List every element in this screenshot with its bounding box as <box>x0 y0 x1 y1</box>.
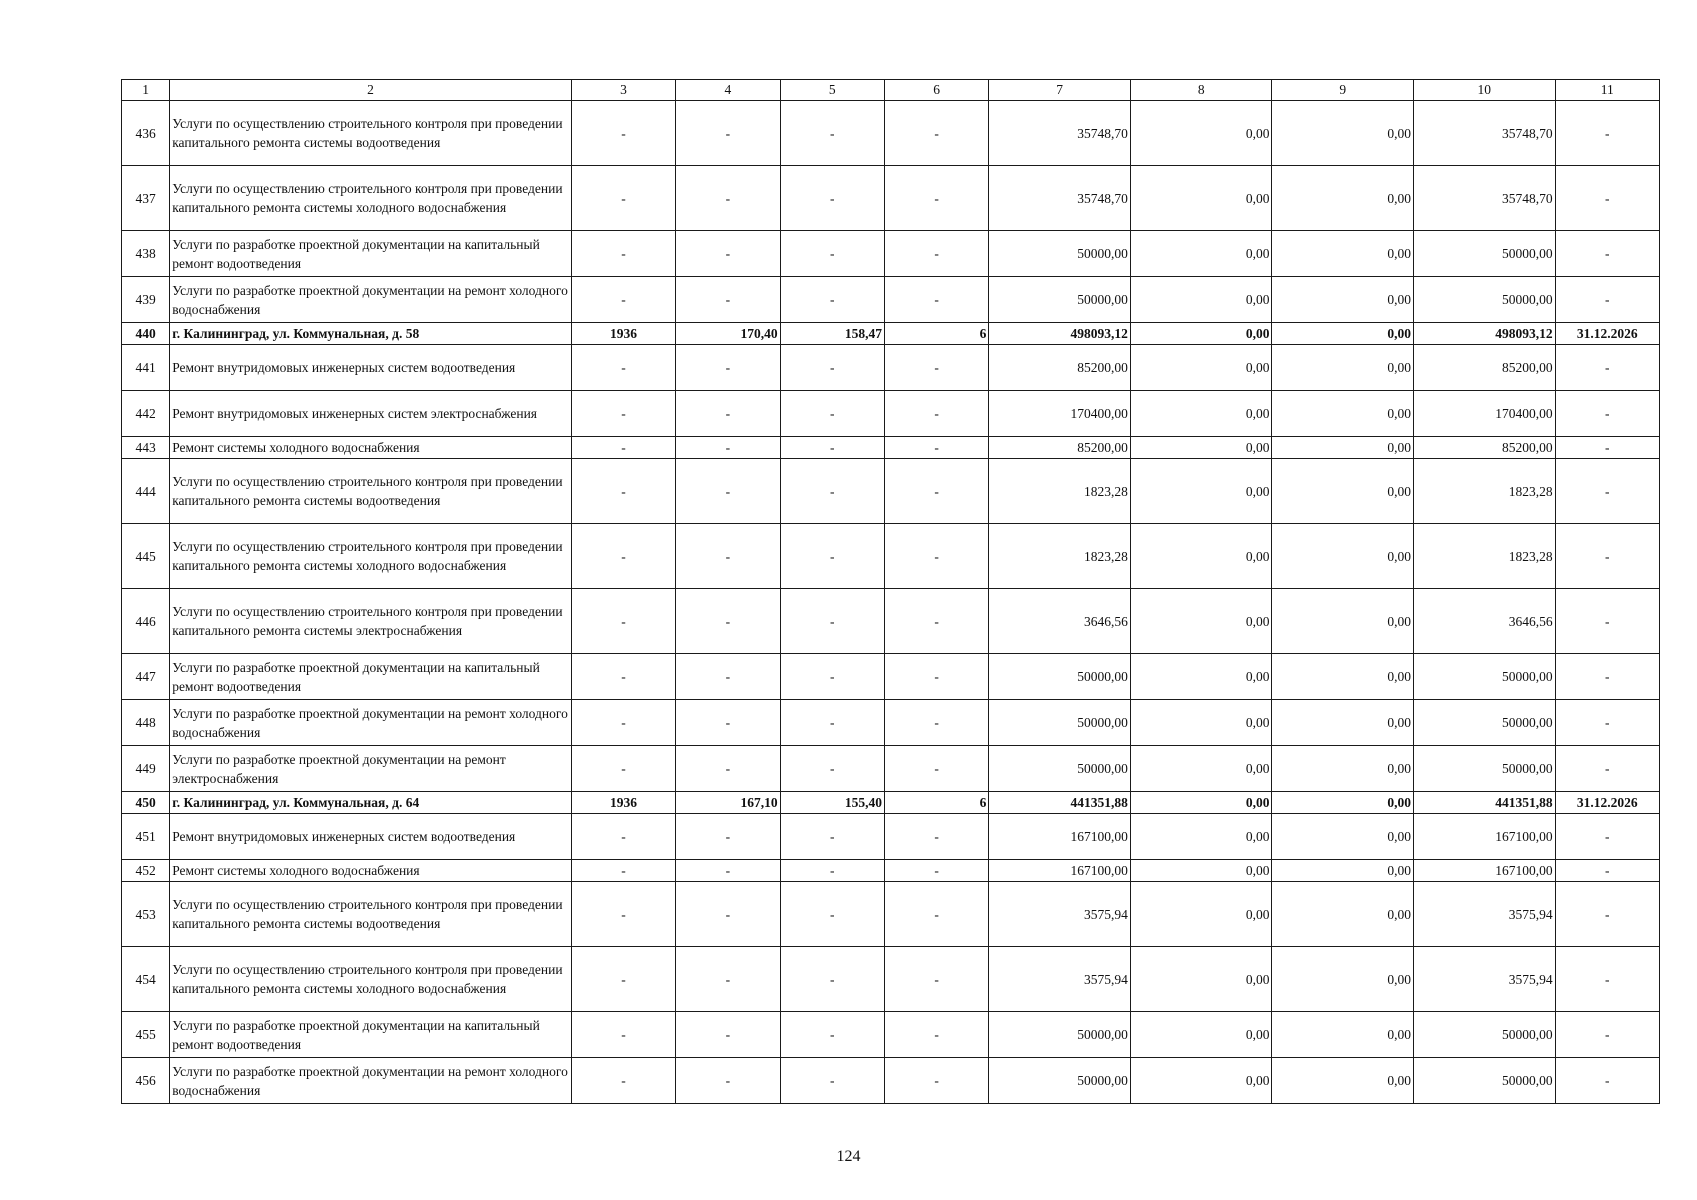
col3-value: - <box>571 882 675 947</box>
col3-value: - <box>571 101 675 166</box>
col11-value: - <box>1555 101 1659 166</box>
col10-value: 1823,28 <box>1414 524 1556 589</box>
col3-value: - <box>571 437 675 459</box>
col4-value: - <box>676 700 780 746</box>
table-row <box>122 437 1660 459</box>
page-number: 124 <box>836 1148 861 1165</box>
col5-value: - <box>780 814 884 860</box>
table-row <box>122 277 1660 323</box>
col4-value: - <box>676 947 780 1012</box>
table-row <box>122 746 1660 792</box>
work-name: Ремонт системы холодного водоснабжения <box>170 860 572 882</box>
col6-value: - <box>884 277 988 323</box>
col6-value: - <box>884 524 988 589</box>
col5-value: 158,47 <box>780 323 884 345</box>
table-row <box>122 166 1660 231</box>
col7-value: 35748,70 <box>989 166 1131 231</box>
col5-value: - <box>780 860 884 882</box>
col8-value: 0,00 <box>1130 524 1272 589</box>
col3-value: - <box>571 277 675 323</box>
col8-value: 0,00 <box>1130 792 1272 814</box>
col6-value: - <box>884 589 988 654</box>
work-name: Услуги по осуществлению строительного контроля при проведении капитального ремонта системы водоотведения <box>170 101 572 166</box>
row-number: 443 <box>122 437 170 459</box>
col5-value: - <box>780 391 884 437</box>
col5-value: - <box>780 437 884 459</box>
col11-value: 31.12.2026 <box>1555 323 1659 345</box>
address-row <box>122 792 1660 814</box>
work-name: Услуги по разработке проектной документации на ремонт холодного водоснабжения <box>170 1058 572 1104</box>
col7-value: 441351,88 <box>989 792 1131 814</box>
col4-value: - <box>676 589 780 654</box>
table-row <box>122 860 1660 882</box>
col9-value: 0,00 <box>1272 860 1414 882</box>
col4-value: 167,10 <box>676 792 780 814</box>
col5-value: - <box>780 1012 884 1058</box>
col10-value: 35748,70 <box>1414 166 1556 231</box>
col4-value: 170,40 <box>676 323 780 345</box>
col5-value: - <box>780 947 884 1012</box>
row-number: 452 <box>122 860 170 882</box>
row-number: 449 <box>122 746 170 792</box>
col4-value: - <box>676 345 780 391</box>
col3-value: - <box>571 746 675 792</box>
row-number: 447 <box>122 654 170 700</box>
col9-value: 0,00 <box>1272 524 1414 589</box>
col8-value: 0,00 <box>1130 654 1272 700</box>
col4-value: - <box>676 882 780 947</box>
col5-value: - <box>780 1058 884 1104</box>
col10-value: 3575,94 <box>1414 947 1556 1012</box>
work-name: Ремонт внутридомовых инженерных систем водоотведения <box>170 814 572 860</box>
capital-repair-table <box>121 79 1660 1104</box>
col8-value: 0,00 <box>1130 1058 1272 1104</box>
col6-value: - <box>884 391 988 437</box>
col10-value: 3646,56 <box>1414 589 1556 654</box>
col9-value: 0,00 <box>1272 345 1414 391</box>
col7-value: 3575,94 <box>989 882 1131 947</box>
col7-value: 85200,00 <box>989 437 1131 459</box>
col11-value: - <box>1555 746 1659 792</box>
col8-value: 0,00 <box>1130 345 1272 391</box>
table-row <box>122 459 1660 524</box>
col9-value: 0,00 <box>1272 1058 1414 1104</box>
col9-value: 0,00 <box>1272 391 1414 437</box>
col5-value: - <box>780 524 884 589</box>
col3-value: - <box>571 654 675 700</box>
column-header-7: 7 <box>989 80 1131 101</box>
work-name: Ремонт внутридомовых инженерных систем электроснабжения <box>170 391 572 437</box>
col9-value: 0,00 <box>1272 792 1414 814</box>
col6-value: - <box>884 814 988 860</box>
column-header-1: 1 <box>122 80 170 101</box>
table-row <box>122 524 1660 589</box>
col10-value: 167100,00 <box>1414 814 1556 860</box>
table-row <box>122 589 1660 654</box>
work-name: Услуги по разработке проектной документации на ремонт холодного водоснабжения <box>170 700 572 746</box>
col9-value: 0,00 <box>1272 746 1414 792</box>
col4-value: - <box>676 231 780 277</box>
col6-value: - <box>884 1012 988 1058</box>
col11-value: - <box>1555 1058 1659 1104</box>
work-name: Услуги по осуществлению строительного контроля при проведении капитального ремонта системы водоотведения <box>170 459 572 524</box>
col9-value: 0,00 <box>1272 654 1414 700</box>
row-number: 445 <box>122 524 170 589</box>
col8-value: 0,00 <box>1130 231 1272 277</box>
col6-value: - <box>884 101 988 166</box>
col11-value: - <box>1555 524 1659 589</box>
table-row <box>122 814 1660 860</box>
col11-value: - <box>1555 437 1659 459</box>
col7-value: 85200,00 <box>989 345 1131 391</box>
col7-value: 50000,00 <box>989 746 1131 792</box>
work-name: Ремонт системы холодного водоснабжения <box>170 437 572 459</box>
col9-value: 0,00 <box>1272 700 1414 746</box>
col8-value: 0,00 <box>1130 746 1272 792</box>
col11-value: - <box>1555 1012 1659 1058</box>
table-row <box>122 947 1660 1012</box>
col7-value: 50000,00 <box>989 654 1131 700</box>
col3-value: 1936 <box>571 792 675 814</box>
col9-value: 0,00 <box>1272 882 1414 947</box>
col3-value: - <box>571 700 675 746</box>
col4-value: - <box>676 101 780 166</box>
col6-value: - <box>884 860 988 882</box>
col8-value: 0,00 <box>1130 277 1272 323</box>
col4-value: - <box>676 524 780 589</box>
col9-value: 0,00 <box>1272 166 1414 231</box>
row-number: 448 <box>122 700 170 746</box>
col7-value: 498093,12 <box>989 323 1131 345</box>
col3-value: - <box>571 814 675 860</box>
row-number: 436 <box>122 101 170 166</box>
row-number: 438 <box>122 231 170 277</box>
col10-value: 35748,70 <box>1414 101 1556 166</box>
column-header-5: 5 <box>780 80 884 101</box>
row-number: 444 <box>122 459 170 524</box>
col10-value: 170400,00 <box>1414 391 1556 437</box>
col4-value: - <box>676 1012 780 1058</box>
table-row <box>122 654 1660 700</box>
col10-value: 1823,28 <box>1414 459 1556 524</box>
col11-value: - <box>1555 882 1659 947</box>
col6-value: - <box>884 746 988 792</box>
table-row <box>122 700 1660 746</box>
row-number: 437 <box>122 166 170 231</box>
col7-value: 50000,00 <box>989 700 1131 746</box>
col11-value: - <box>1555 814 1659 860</box>
col5-value: - <box>780 700 884 746</box>
col3-value: - <box>571 231 675 277</box>
col5-value: - <box>780 882 884 947</box>
column-header-2: 2 <box>170 80 572 101</box>
col8-value: 0,00 <box>1130 947 1272 1012</box>
col11-value: - <box>1555 700 1659 746</box>
column-header-4: 4 <box>676 80 780 101</box>
row-number: 439 <box>122 277 170 323</box>
col11-value: - <box>1555 654 1659 700</box>
row-number: 450 <box>122 792 170 814</box>
col11-value: 31.12.2026 <box>1555 792 1659 814</box>
col3-value: - <box>571 1012 675 1058</box>
col3-value: - <box>571 860 675 882</box>
col9-value: 0,00 <box>1272 1012 1414 1058</box>
col6-value: - <box>884 459 988 524</box>
col10-value: 50000,00 <box>1414 654 1556 700</box>
col9-value: 0,00 <box>1272 101 1414 166</box>
row-number: 441 <box>122 345 170 391</box>
col6-value: - <box>884 345 988 391</box>
col11-value: - <box>1555 391 1659 437</box>
col5-value: - <box>780 459 884 524</box>
work-name: Услуги по осуществлению строительного контроля при проведении капитального ремонта системы холодного водоснабжения <box>170 166 572 231</box>
table-row <box>122 882 1660 947</box>
row-number: 455 <box>122 1012 170 1058</box>
row-number: 451 <box>122 814 170 860</box>
work-name: Услуги по разработке проектной документации на ремонт электроснабжения <box>170 746 572 792</box>
col4-value: - <box>676 166 780 231</box>
work-name: Услуги по разработке проектной документации на капитальный ремонт водоотведения <box>170 1012 572 1058</box>
col7-value: 1823,28 <box>989 459 1131 524</box>
col7-value: 167100,00 <box>989 860 1131 882</box>
work-name: Услуги по осуществлению строительного контроля при проведении капитального ремонта системы холодного водоснабжения <box>170 524 572 589</box>
col6-value: - <box>884 231 988 277</box>
col7-value: 50000,00 <box>989 1058 1131 1104</box>
col10-value: 50000,00 <box>1414 1058 1556 1104</box>
table-row <box>122 1012 1660 1058</box>
col10-value: 50000,00 <box>1414 700 1556 746</box>
col4-value: - <box>676 814 780 860</box>
col9-value: 0,00 <box>1272 323 1414 345</box>
col8-value: 0,00 <box>1130 882 1272 947</box>
col8-value: 0,00 <box>1130 391 1272 437</box>
col10-value: 3575,94 <box>1414 882 1556 947</box>
col7-value: 3575,94 <box>989 947 1131 1012</box>
col8-value: 0,00 <box>1130 437 1272 459</box>
work-name: Услуги по осуществлению строительного контроля при проведении капитального ремонта системы холодного водоснабжения <box>170 947 572 1012</box>
col11-value: - <box>1555 231 1659 277</box>
col5-value: - <box>780 345 884 391</box>
col4-value: - <box>676 459 780 524</box>
col11-value: - <box>1555 345 1659 391</box>
col3-value: - <box>571 1058 675 1104</box>
work-name: г. Калининград, ул. Коммунальная, д. 58 <box>170 323 572 345</box>
col3-value: - <box>571 947 675 1012</box>
table-row <box>122 101 1660 166</box>
col4-value: - <box>676 391 780 437</box>
column-header-9: 9 <box>1272 80 1414 101</box>
work-name: Ремонт внутридомовых инженерных систем водоотведения <box>170 345 572 391</box>
col5-value: - <box>780 277 884 323</box>
col11-value: - <box>1555 589 1659 654</box>
column-header-11: 11 <box>1555 80 1659 101</box>
col6-value: - <box>884 437 988 459</box>
col11-value: - <box>1555 947 1659 1012</box>
work-name: Услуги по осуществлению строительного контроля при проведении капитального ремонта системы водоотведения <box>170 882 572 947</box>
work-name: г. Калининград, ул. Коммунальная, д. 64 <box>170 792 572 814</box>
col11-value: - <box>1555 459 1659 524</box>
col9-value: 0,00 <box>1272 459 1414 524</box>
col9-value: 0,00 <box>1272 437 1414 459</box>
col10-value: 85200,00 <box>1414 345 1556 391</box>
col6-value: - <box>884 1058 988 1104</box>
col8-value: 0,00 <box>1130 323 1272 345</box>
col10-value: 50000,00 <box>1414 1012 1556 1058</box>
col5-value: - <box>780 746 884 792</box>
col6-value: - <box>884 700 988 746</box>
col4-value: - <box>676 277 780 323</box>
column-header-8: 8 <box>1130 80 1272 101</box>
col5-value: - <box>780 101 884 166</box>
col3-value: - <box>571 589 675 654</box>
row-number: 440 <box>122 323 170 345</box>
col3-value: - <box>571 166 675 231</box>
col4-value: - <box>676 860 780 882</box>
col5-value: 155,40 <box>780 792 884 814</box>
col10-value: 50000,00 <box>1414 277 1556 323</box>
col3-value: - <box>571 459 675 524</box>
work-name: Услуги по осуществлению строительного контроля при проведении капитального ремонта системы электроснабжения <box>170 589 572 654</box>
col9-value: 0,00 <box>1272 277 1414 323</box>
col10-value: 50000,00 <box>1414 746 1556 792</box>
col9-value: 0,00 <box>1272 589 1414 654</box>
col8-value: 0,00 <box>1130 589 1272 654</box>
col11-value: - <box>1555 860 1659 882</box>
col10-value: 50000,00 <box>1414 231 1556 277</box>
col5-value: - <box>780 231 884 277</box>
col8-value: 0,00 <box>1130 860 1272 882</box>
col6-value: 6 <box>884 792 988 814</box>
row-number: 453 <box>122 882 170 947</box>
col4-value: - <box>676 746 780 792</box>
col7-value: 50000,00 <box>989 1012 1131 1058</box>
row-number: 446 <box>122 589 170 654</box>
col8-value: 0,00 <box>1130 166 1272 231</box>
col10-value: 441351,88 <box>1414 792 1556 814</box>
col5-value: - <box>780 654 884 700</box>
row-number: 454 <box>122 947 170 1012</box>
col8-value: 0,00 <box>1130 459 1272 524</box>
col9-value: 0,00 <box>1272 814 1414 860</box>
col6-value: - <box>884 882 988 947</box>
table-row <box>122 345 1660 391</box>
col3-value: - <box>571 345 675 391</box>
work-name: Услуги по разработке проектной документации на ремонт холодного водоснабжения <box>170 277 572 323</box>
col8-value: 0,00 <box>1130 700 1272 746</box>
col10-value: 85200,00 <box>1414 437 1556 459</box>
table-row <box>122 231 1660 277</box>
col8-value: 0,00 <box>1130 1012 1272 1058</box>
col4-value: - <box>676 437 780 459</box>
col7-value: 170400,00 <box>989 391 1131 437</box>
col10-value: 167100,00 <box>1414 860 1556 882</box>
col6-value: 6 <box>884 323 988 345</box>
col11-value: - <box>1555 277 1659 323</box>
col7-value: 167100,00 <box>989 814 1131 860</box>
table-row <box>122 1058 1660 1104</box>
col7-value: 35748,70 <box>989 101 1131 166</box>
address-row <box>122 323 1660 345</box>
row-number: 442 <box>122 391 170 437</box>
col8-value: 0,00 <box>1130 101 1272 166</box>
work-name: Услуги по разработке проектной документации на капитальный ремонт водоотведения <box>170 654 572 700</box>
column-number-header-row <box>122 80 1660 101</box>
col11-value: - <box>1555 166 1659 231</box>
column-header-6: 6 <box>884 80 988 101</box>
col6-value: - <box>884 947 988 1012</box>
col7-value: 3646,56 <box>989 589 1131 654</box>
col6-value: - <box>884 654 988 700</box>
col9-value: 0,00 <box>1272 947 1414 1012</box>
col5-value: - <box>780 589 884 654</box>
col8-value: 0,00 <box>1130 814 1272 860</box>
col3-value: 1936 <box>571 323 675 345</box>
col5-value: - <box>780 166 884 231</box>
col3-value: - <box>571 524 675 589</box>
col3-value: - <box>571 391 675 437</box>
col6-value: - <box>884 166 988 231</box>
col7-value: 50000,00 <box>989 231 1131 277</box>
column-header-10: 10 <box>1414 80 1556 101</box>
column-header-3: 3 <box>571 80 675 101</box>
col4-value: - <box>676 654 780 700</box>
table-row <box>122 391 1660 437</box>
row-number: 456 <box>122 1058 170 1104</box>
col9-value: 0,00 <box>1272 231 1414 277</box>
work-name: Услуги по разработке проектной документации на капитальный ремонт водоотведения <box>170 231 572 277</box>
col7-value: 50000,00 <box>989 277 1131 323</box>
col4-value: - <box>676 1058 780 1104</box>
col7-value: 1823,28 <box>989 524 1131 589</box>
col10-value: 498093,12 <box>1414 323 1556 345</box>
